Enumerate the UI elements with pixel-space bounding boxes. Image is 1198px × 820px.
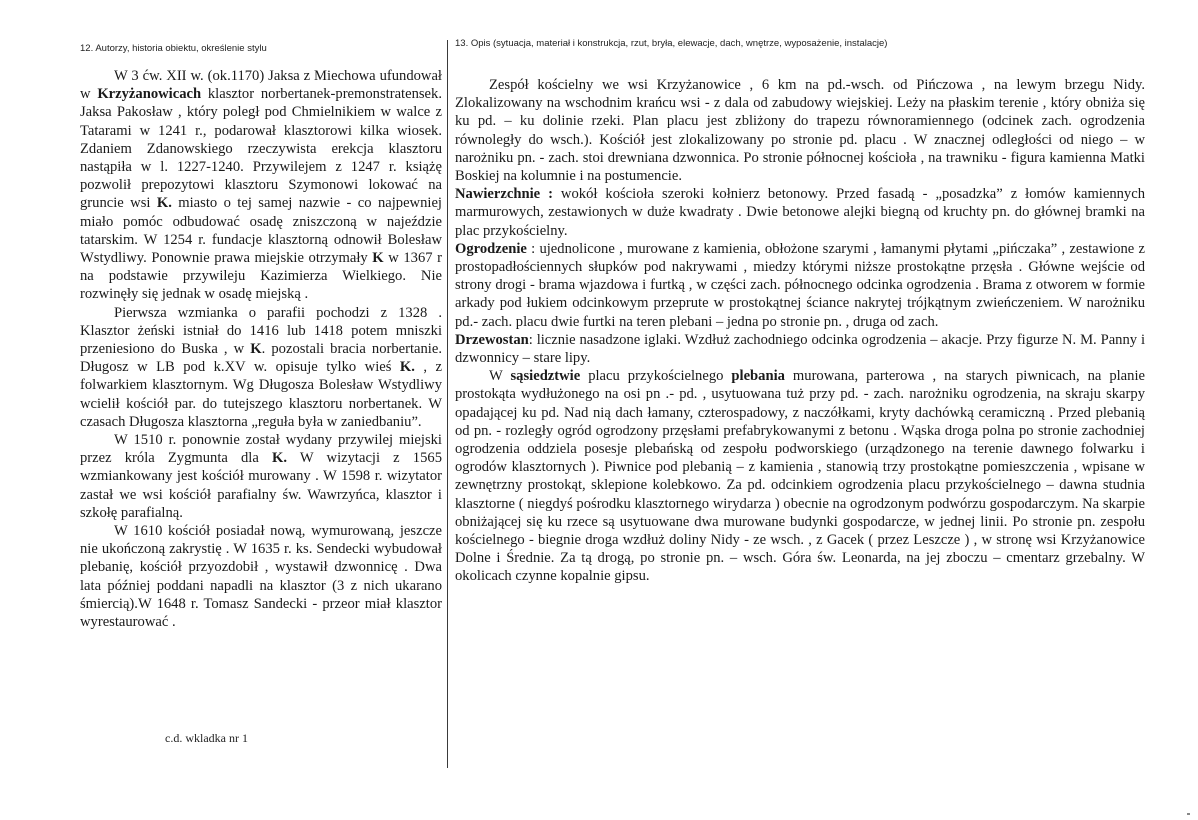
- trees-paragraph: Drzewostan: licznie nasadzone iglaki. Wzdłuż zachodniego odcinka ogrodzenia – akacje. Przy figurze N. M. Panny i dzwonnicy – stare lipy.: [455, 331, 1145, 367]
- neighborhood-label: sąsiedztwie: [510, 368, 581, 385]
- surfaces-label: Nawierzchnie :: [455, 186, 553, 203]
- trees-label: Drzewostan: [455, 331, 529, 348]
- history-paragraph-4: W 1610 kościół posiadał nową, wymurowaną, jeszcze nie ukończoną zakrystię . W 1635 r. ks. Sendecki wybudował plebanię, kościół przyozdobił , wystawił dzwonnicę . Dwa lata później poddani napadli na klasztor (3 z nich ukarano śmiercią).W 1648 r. Tomasz Sandecki - przeor miał klasztor wyrestaurować .: [80, 523, 442, 631]
- column-divider: [447, 40, 448, 768]
- history-paragraph-1: W 3 ćw. XII w. (ok.1170) Jaksa z Miechowa ufundował w Krzyżanowicach klasztor norbertanek-premonstratensek. Jaksa Pakosław , który poległ pod Chmielnikiem w walce z Tatarami w 1241 r., podarował klasztorowi kilka wiosek. Zdaniem Zdanowskiego rzeczywista erekcja klasztoru nastąpiła w l. 1227-1240. Przywilejem z 1247 r. książę pozwolił prepozytowi klasztoru Szymonowi lokować na gruncie wsi K. miasto o tej samej nazwie - co najpewniej miało pomóc odbudować osadę zniszczoną w najeździe tatarskim. W 1254 r. fundacje klasztorną odnowił Bolesław Wstydliwy. Ponownie prawa miejskie otrzymały K w 1367 r na podstawie przywileju Kazimierza Wielkiego. Nie rozwinęły się jednak w osadę miejską .: [80, 68, 442, 303]
- presbytery-label: plebania: [731, 368, 785, 385]
- description-column: [455, 76, 1145, 586]
- history-paragraph-3: W 1510 r. ponownie został wydany przywilej miejski przez króla Zygmunta dla K. W wizytacji z 1565 wzmiankowany jest kościół murowany . W 1598 r. wizytator zastał we wsi kościół parafialny św. Wawrzyńca, klasztor i szkołę parafialną.: [80, 432, 442, 521]
- section-13-header: 13. Opis (sytuacja, materiał i konstrukcja, rzut, bryła, elewacje, dach, wnętrze, wyposażenie, instalacje): [455, 38, 888, 49]
- history-column: [80, 67, 442, 631]
- history-paragraph-2: Pierwsza wzmianka o parafii pochodzi z 1328 . Klasztor żeński istniał do 1416 lub 1418 potem mniszki przeniesiono do Buska , w K. pozostali bracia norbertanie. Długosz w LB pod k.XV w. opisuje tylko wieś K. , z folwarkiem klasztornym. Wg Długosza Bolesław Wstydliwy wcielił kościół par. do tutejszego klasztoru norbertanek. W czasach Długosza klasztorna „reguła była w zaniedbaniu”.: [80, 304, 442, 430]
- surfaces-paragraph: Nawierzchnie : wokół kościoła szeroki kołnierz betonowy. Przed fasadą - „posadzka” z łomów kamiennych marmurowych, zestawionych w duże kwadraty . Dwie betonowe alejki biegną od kruchty pn. do głównej bramki na plac przykościelny.: [455, 186, 1145, 239]
- scan-mark: [1187, 813, 1190, 815]
- fence-label: Ogrodzenie: [455, 240, 527, 257]
- place-name: Krzyżanowicach: [97, 86, 202, 103]
- fence-paragraph: Ogrodzenie : ujednolicone , murowane z kamienia, obłożone szarymi , łamanymi płytami „pińczaka” , zestawione z prostopadłościennych słupków pod nakrywami , miedzy którymi niższe prostokątne przęsła . Główne wejście od strony drogi - brama wjazdowa i furtką , w części zach. północnego odcinka ogrodzenia . Brama z otworem w formie arkady pod łukiem odcinkowym przeprute w prostokątnej ściance nakrytej trójkątnym zwieńczeniem. W narożniku pd.- zach. placu dwie furtki na teren plebani – jedna po stronie pn. , druga od zach.: [455, 240, 1145, 330]
- surroundings-paragraph: W sąsiedztwie placu przykościelnego plebania murowana, parterowa , na starych piwnicach, na planie prostokąta wydłużonego na osi pn .- pd. , usytuowana tuż przy pd. - zach. narożniku ogrodzenia, na skraju skarpy opadającej ku pd. Nad nią dach łamany, czterospadowy, z naczółkami, kryty dachówką ceramiczną . Przed plebanią od pn. - rozległy ogród ogrodzony przęsłami prefabrykowanymi z betonu . Wąska droga polna po stronie zachodniej ogrodzenia oddziela posesje plebańską od zespołu podworskiego (urządzonego na terenie dawnego folwarku i ogrodów klasztornych ). Piwnice pod plebanią – z kamienia , stanowią trzy prostokątne pomieszczenia , wpisane w zewnętrzny prostokąt, sklepione kolebkowo. Za pd. odcinkiem ogrodzenia placu przykościelnego – dawna studnia klasztorne ( niegdyś pośrodku klasztornego wirydarza ) obecnie na ogrodzonym podwórzu gospodarczym. Na skarpie obniżającej się ku rzece są usytuowane dwa murowane budynki gospodarcze, w jednej linii. Po stronie pn. zespołu kościelnego - biegnie droga wzdłuż doliny Nidy - ze wsch. , z Gacek ( przez Leszcze ) , w stronę wsi Krzyżanowice Dolne i Średnie. Za tą drogą, po stronie pn. – wsch. Góra św. Leonarda, na jej zboczu – cmentarz grzebalny. W okolicach czynne kopalnie gipsu.: [455, 368, 1145, 585]
- continuation-note: c.d. wkladka nr 1: [165, 731, 248, 745]
- description-paragraph-1: Zespół kościelny we wsi Krzyżanowice , 6 km na pd.-wsch. od Pińczowa , na lewym brzegu Nidy. Zlokalizowany na wschodnim krańcu wsi - z dala od zabudowy wiejskiej. Leży na płaskim terenie , który obniża się ku pd. – ku dolinie rzeki. Plan placu jest zbliżony do trapezu równoramiennego (odcinek zach. ogrodzenia równoległy do wsch.). Kościół jest zlokalizowany po stronie pd. placu . W znacznej odległości od niego – w narożniku pn. - zach. stoi drewniana dzwonnica. Po stronie północnej kościoła , na trawniku - figura kamienna Matki Boskiej na kolumnie i na postumencie.: [455, 77, 1145, 185]
- section-12-header: 12. Autorzy, historia obiektu, określenie stylu: [80, 43, 267, 54]
